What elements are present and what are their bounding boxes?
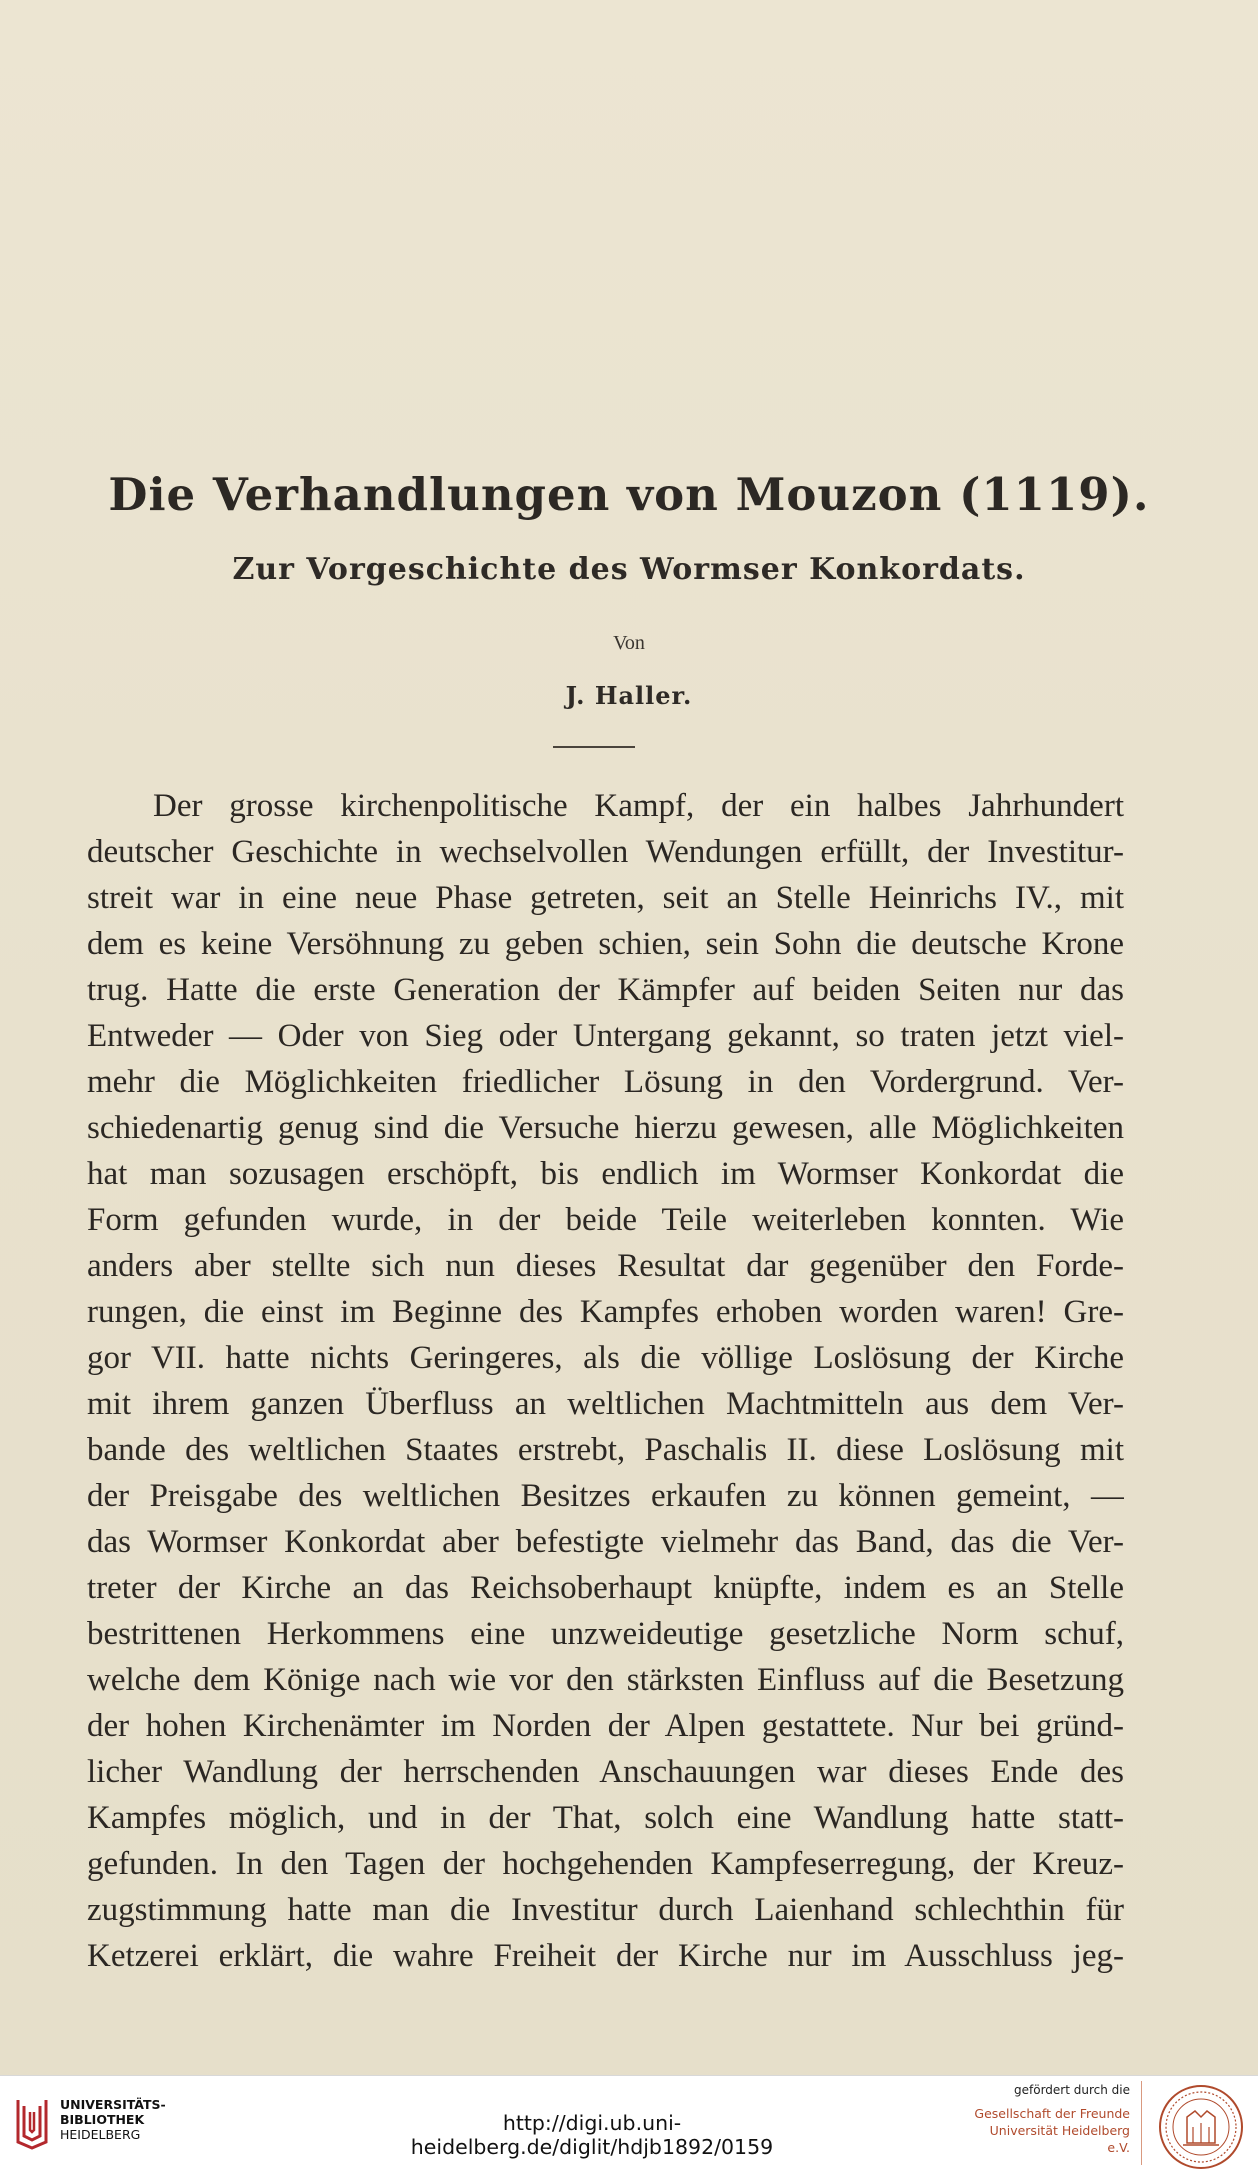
library-name-line1: UNIVERSITÄTS- <box>60 2097 166 2112</box>
body-line: welche dem Könige nach wie vor den stärksten Einfluss auf die Besetzung <box>87 1662 1124 1698</box>
library-name-line2: BIBLIOTHEK <box>60 2112 145 2127</box>
body-line: hat man sozusagen erschöpft, bis endlich im Wormser Konkordat die <box>87 1156 1124 1192</box>
body-line: Ketzerei erklärt, die wahre Freiheit der Kirche nur im Ausschluss jeg- <box>87 1938 1124 1974</box>
body-line: mit ihrem ganzen Überfluss an weltlichen Machtmitteln aus dem Ver- <box>87 1386 1124 1422</box>
body-line: Der grosse kirchenpolitische Kampf, der ein halbes Jahrhundert <box>153 788 1124 824</box>
title-divider <box>553 746 635 748</box>
body-line: dem es keine Versöhnung zu geben schien, sein Sohn die deutsche Krone <box>87 926 1124 962</box>
body-line: trug. Hatte die erste Generation der Kämpfer auf beiden Seiten nur das <box>87 972 1124 1008</box>
body-line: Entweder — Oder von Sieg oder Untergang gekannt, so traten jetzt viel- <box>87 1018 1124 1054</box>
body-line: bestrittenen Herkommens eine unzweideutige gesetzliche Norm schuf, <box>87 1616 1124 1652</box>
library-name-line3: HEIDELBERG <box>60 2127 141 2142</box>
permalink-url[interactable]: http://digi.ub.uni-heidelberg.de/diglit/hdjb1892/0159 <box>410 2111 774 2159</box>
byline-von: Von <box>613 632 645 654</box>
body-line: gefunden. In den Tagen der hochgehenden Kampfeserregung, der Kreuz- <box>87 1846 1124 1882</box>
body-line: Kampfes möglich, und in der That, solch eine Wandlung hatte statt- <box>87 1800 1124 1836</box>
library-name[interactable] <box>60 2097 166 2142</box>
body-line: mehr die Möglichkeiten friedlicher Lösung in den Vordergrund. Ver- <box>87 1064 1124 1100</box>
body-line: deutscher Geschichte in wechselvollen Wendungen erfüllt, der Investitur- <box>87 834 1124 870</box>
sponsor-divider <box>1141 2081 1142 2165</box>
body-line: zugstimmung hatte man die Investitur durch Laienhand schlechthin für <box>87 1892 1124 1928</box>
sponsor-label: gefördert durch die <box>1014 2083 1130 2097</box>
body-line: treter der Kirche an das Reichsoberhaupt knüpfte, indem es an Stelle <box>87 1570 1124 1606</box>
university-seal-icon[interactable] <box>1157 2083 1245 2171</box>
article-subtitle: Zur Vorgeschichte des Wormser Konkordats. <box>232 552 1026 587</box>
body-line: licher Wandlung der herrschenden Anschauungen war dieses Ende des <box>87 1754 1124 1790</box>
body-line: der hohen Kirchenämter im Norden der Alpen gestattete. Nur bei gründ- <box>87 1708 1124 1744</box>
body-line: schiedenartig genug sind die Versuche hierzu gewesen, alle Möglichkeiten <box>87 1110 1124 1146</box>
article-title: Die Verhandlungen von Mouzon (1119). <box>108 468 1150 521</box>
article-author: J. Haller. <box>565 681 693 710</box>
body-line: streit war in eine neue Phase getreten, seit an Stelle Heinrichs IV., mit <box>87 880 1124 916</box>
body-line: Form gefunden wurde, in der beide Teile weiterleben konnten. Wie <box>87 1202 1124 1238</box>
body-line: das Wormser Konkordat aber befestigte vielmehr das Band, das die Ver- <box>87 1524 1124 1560</box>
sponsor-name-line2: Universität Heidelberg e.V. <box>989 2123 1130 2155</box>
body-line: bande des weltlichen Staates erstrebt, Paschalis II. diese Loslösung mit <box>87 1432 1124 1468</box>
body-line: gor VII. hatte nichts Geringeres, als die völlige Loslösung der Kirche <box>87 1340 1124 1376</box>
library-logo-icon[interactable] <box>12 2092 52 2152</box>
sponsor-name-line1: Gesellschaft der Freunde <box>974 2106 1130 2121</box>
body-line: anders aber stellte sich nun dieses Resultat dar gegenüber den Forde- <box>87 1248 1124 1284</box>
sponsor-credit[interactable] <box>970 2083 1130 2156</box>
body-line: rungen, die einst im Beginne des Kampfes erhoben worden waren! Gre- <box>87 1294 1124 1330</box>
body-line: der Preisgabe des weltlichen Besitzes erkaufen zu können gemeint, — <box>87 1478 1124 1514</box>
body-text <box>87 783 1124 1979</box>
